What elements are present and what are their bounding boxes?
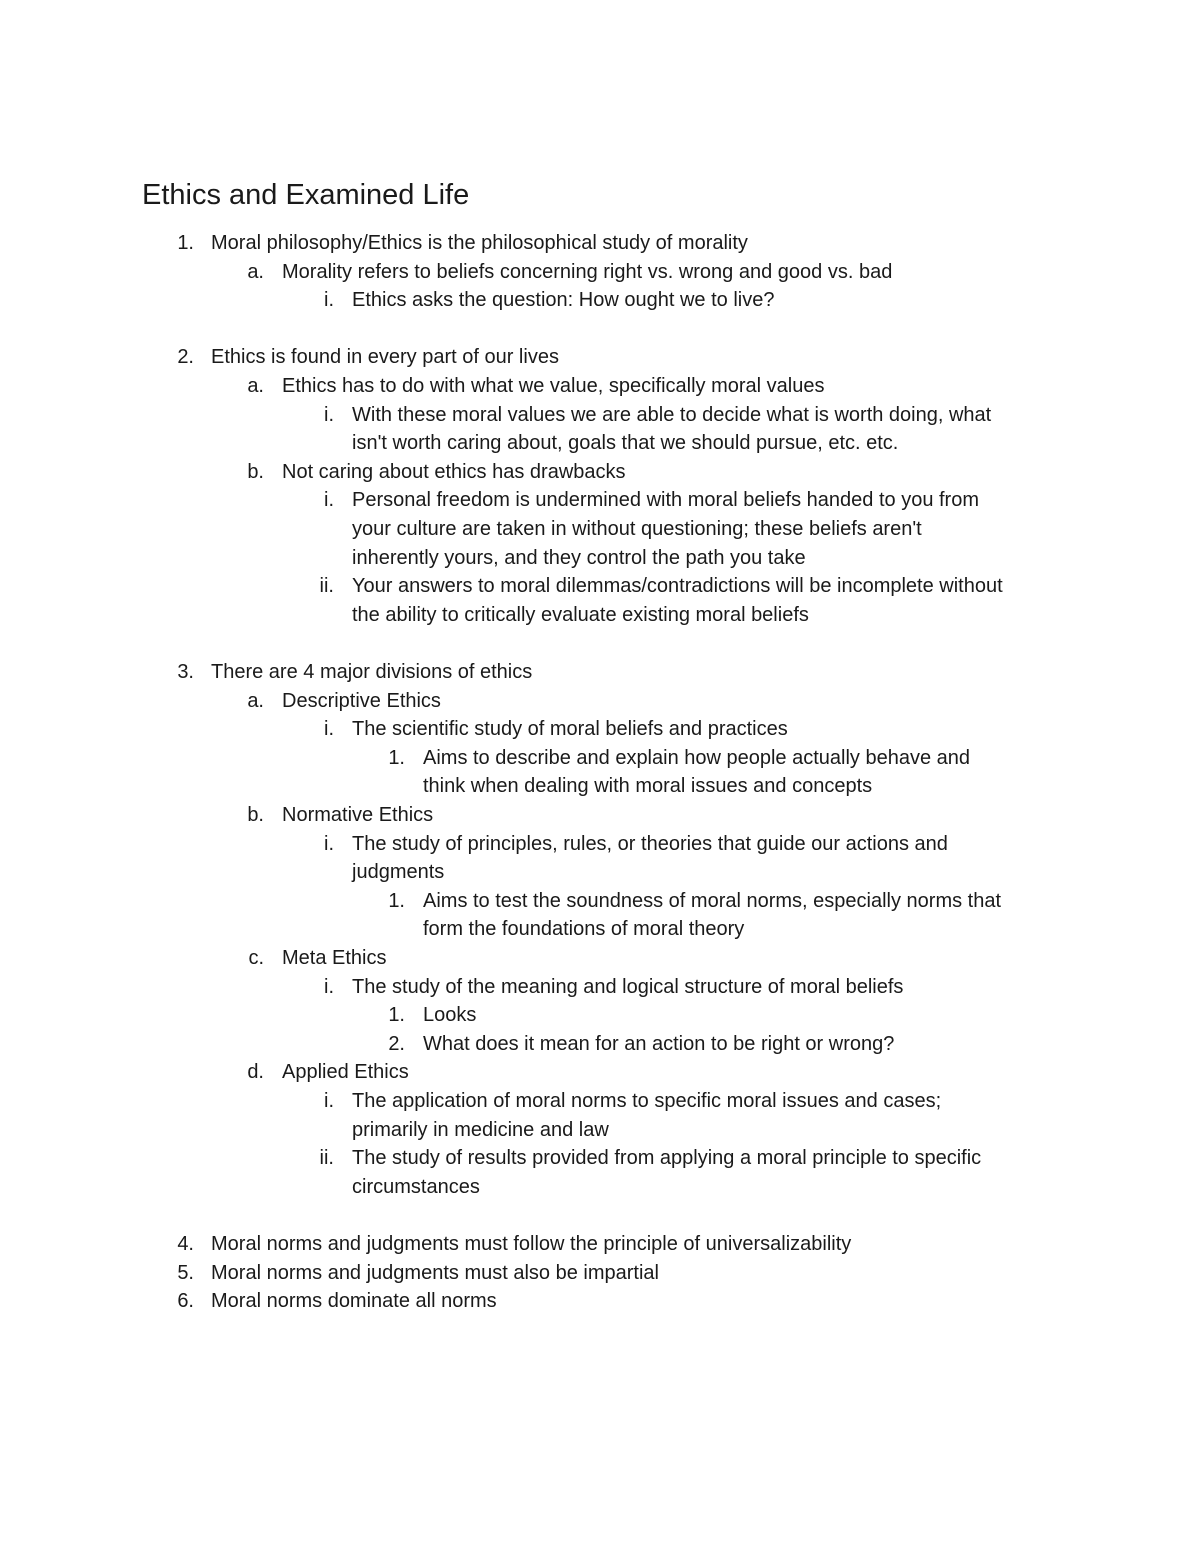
list-marker: i. xyxy=(324,718,334,741)
list-marker: i. xyxy=(324,1090,334,1112)
list-marker: a. xyxy=(247,375,264,397)
document-title: Ethics and Examined Life xyxy=(142,179,470,211)
list-item-text: What does it mean for an action to be right or wrong? xyxy=(423,1032,895,1055)
list-item-text: The study of principles, rules, or theories that guide our actions and xyxy=(352,832,948,855)
list-item-text: think when dealing with moral issues and concepts xyxy=(423,775,873,798)
list-item-text: isn't worth caring about, goals that we should pursue, etc. etc. xyxy=(352,432,899,455)
list-marker: d. xyxy=(247,1061,264,1084)
list-marker: a. xyxy=(247,260,264,283)
list-item-text: primarily in medicine and law xyxy=(352,1118,609,1141)
list-item-text: Applied Ethics xyxy=(282,1061,409,1084)
list-marker: 6. xyxy=(177,1290,194,1313)
list-marker: 2. xyxy=(177,346,194,369)
list-item-text: Meta Ethics xyxy=(282,947,387,969)
list-item-text: Not caring about ethics has drawbacks xyxy=(282,460,626,483)
list-marker: i. xyxy=(324,403,334,426)
list-marker: 1. xyxy=(388,746,405,769)
list-marker: ii. xyxy=(319,575,334,598)
list-marker: 1. xyxy=(388,889,405,912)
list-item-text: Moral norms dominate all norms xyxy=(211,1290,497,1313)
list-item-text: circumstances xyxy=(352,1175,480,1198)
list-item-text: Aims to describe and explain how people actually behave and xyxy=(423,746,971,769)
list-marker: i. xyxy=(324,975,334,998)
list-marker: 1. xyxy=(177,232,194,254)
list-marker: 2. xyxy=(388,1032,405,1055)
list-marker: 3. xyxy=(177,661,194,683)
list-item-text: There are 4 major divisions of ethics xyxy=(211,661,533,683)
list-item-text: form the foundations of moral theory xyxy=(423,918,745,941)
list-item-text: The study of the meaning and logical structure of moral beliefs xyxy=(352,975,904,998)
list-item-text: The study of results provided from applying a moral principle to specific xyxy=(352,1147,982,1170)
list-marker: i. xyxy=(324,832,334,855)
list-marker: i. xyxy=(324,289,334,312)
list-marker: a. xyxy=(247,689,264,712)
list-item-text: your culture are taken in without questioning; these beliefs aren't xyxy=(352,517,922,540)
list-item-text: judgments xyxy=(352,861,445,884)
list-item-text: Moral norms and judgments must also be impartial xyxy=(211,1261,659,1284)
list-item-text: Ethics asks the question: How ought we to live? xyxy=(352,289,775,312)
list-item-text: Descriptive Ethics xyxy=(282,689,441,712)
list-item-text: Your answers to moral dilemmas/contradictions will be incomplete without xyxy=(352,575,1003,598)
list-item-text: Aims to test the soundness of moral norms, especially norms that xyxy=(423,889,1002,912)
list-marker: b. xyxy=(247,804,264,826)
list-marker: i. xyxy=(324,489,334,512)
list-item-text: Ethics has to do with what we value, specifically moral values xyxy=(282,375,825,397)
list-item-text: inherently yours, and they control the path you take xyxy=(352,546,806,569)
list-marker: 5. xyxy=(177,1261,194,1284)
list-item-text: Personal freedom is undermined with moral beliefs handed to you from xyxy=(352,489,979,512)
list-marker: 4. xyxy=(177,1233,194,1255)
list-marker: c. xyxy=(248,947,264,969)
list-item-text: With these moral values we are able to decide what is worth doing, what xyxy=(352,403,992,426)
list-item-text: Looks xyxy=(423,1004,477,1027)
list-item-text: the ability to critically evaluate existing moral beliefs xyxy=(352,603,809,626)
list-item-text: Morality refers to beliefs concerning right vs. wrong and good vs. bad xyxy=(282,260,893,283)
list-item-text: Ethics is found in every part of our lives xyxy=(211,346,559,369)
list-item-text: Normative Ethics xyxy=(282,804,434,826)
list-marker: b. xyxy=(247,460,264,483)
list-item-text: The application of moral norms to specific moral issues and cases; xyxy=(352,1090,942,1112)
list-item-text: Moral philosophy/Ethics is the philosophical study of morality xyxy=(211,232,748,254)
list-marker: 1. xyxy=(388,1004,405,1027)
list-item-text: The scientific study of moral beliefs and practices xyxy=(352,718,788,741)
list-item-text: Moral norms and judgments must follow the principle of universalizability xyxy=(211,1233,852,1255)
list-marker: ii. xyxy=(319,1147,334,1170)
